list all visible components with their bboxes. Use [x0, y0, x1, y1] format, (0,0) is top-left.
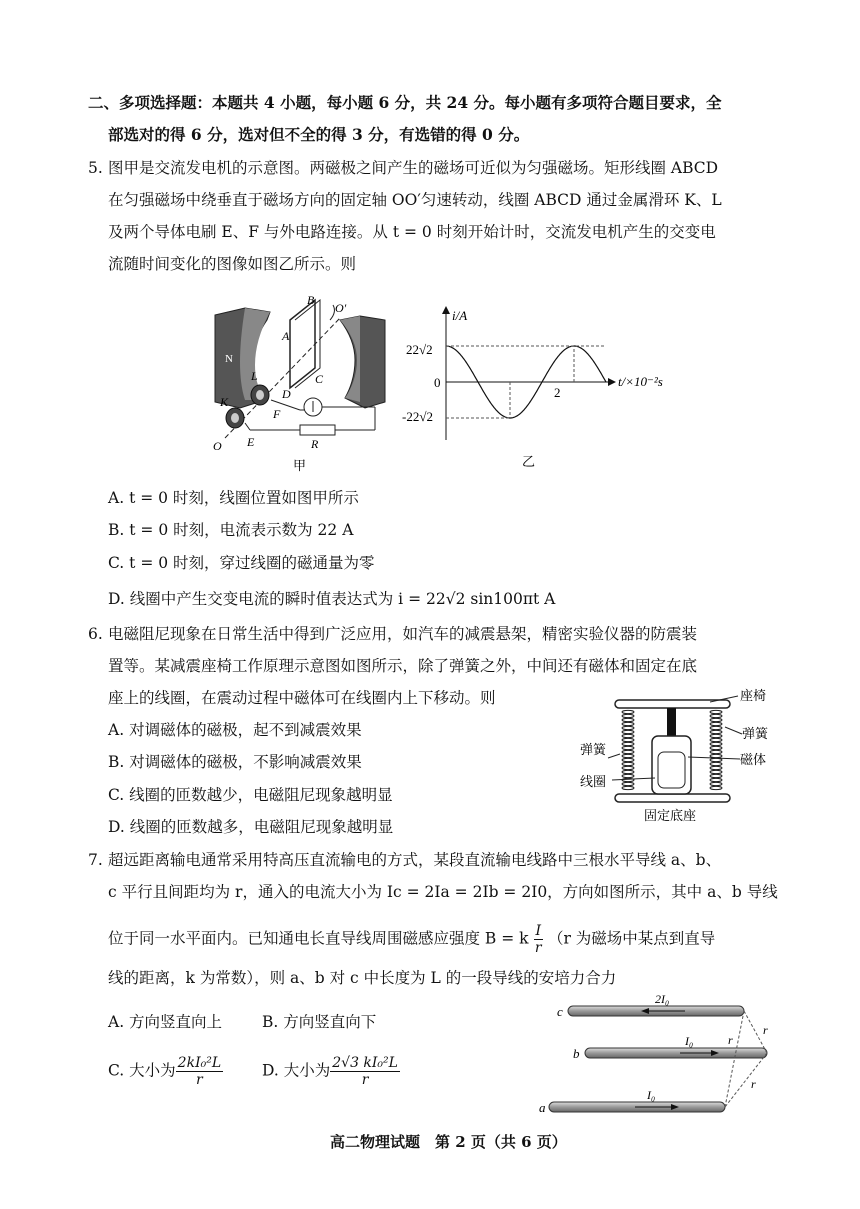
spring-coil — [710, 746, 722, 749]
q7-option-a: A. 方向竖直向上 — [108, 1013, 223, 1031]
spring-coil — [710, 778, 722, 781]
spring-coil — [622, 722, 634, 725]
q5-text-line2: 在匀强磁场中绕垂直于磁场方向的固定轴 OO′匀速转动，线圈 ABCD 通过金属滑环 K、L — [108, 191, 722, 209]
spring-coil — [710, 722, 722, 725]
q6-option-c: C. 线圈的匝数越少，电磁阻尼现象越明显 — [108, 786, 393, 804]
label-A: A — [282, 329, 290, 343]
spring-coil — [622, 734, 634, 737]
fraction-I-over-r: $\frac{I}{r}$ — [534, 923, 542, 956]
q7-option-b: B. 方向竖直向下 — [262, 1013, 377, 1031]
spring-coil — [710, 754, 722, 757]
rotation-arrow — [330, 305, 334, 320]
q7-text-line4: 线的距离，k 为常数），则 a、b 对 c 中长度为 L 的一段导线的安培力合力 — [108, 969, 617, 987]
spring-coil — [710, 762, 722, 765]
wire-b — [585, 1048, 767, 1058]
q5-option-b: B. t = 0 时刻，电流表示数为 22 A — [108, 521, 354, 539]
spring-coil — [710, 758, 722, 761]
slip-ring-K-inner — [231, 413, 239, 423]
spring-coil — [622, 714, 634, 717]
spring-coil — [622, 782, 634, 785]
y-tick-zero: 0 — [434, 375, 441, 390]
q7-option-d: D. 大小为 $\frac{\text{2√3 kI₀²L}}{r}$ — [262, 1055, 398, 1088]
label-r3: r — [751, 1077, 756, 1091]
q6-option-a: A. 对调磁体的磁极，起不到减震效果 — [108, 721, 362, 739]
generator-diagram — [205, 290, 405, 475]
label-seat: 座椅 — [740, 688, 767, 703]
q7-text-line1: 超远距离输电通常采用特高压直流输电的方式，某段直流输电线路中三根水平导线 a、b、 — [108, 851, 722, 869]
label-S: S — [345, 353, 352, 365]
x-tick-2: 2 — [554, 385, 561, 400]
label-magnet: 磁体 — [740, 752, 767, 767]
brush-E-wire — [245, 423, 250, 430]
spring-coil — [622, 762, 634, 765]
q7-number: 7. — [88, 851, 103, 869]
q5-option-a: A. t = 0 时刻，线圈位置如图甲所示 — [108, 489, 359, 507]
label-r2: r — [728, 1033, 733, 1047]
label-B: B — [307, 293, 315, 307]
q6-text-line3: 座上的线圈，在震动过程中磁体可在线圈内上下移动。则 — [108, 689, 496, 707]
dist-c-a — [725, 1011, 744, 1107]
label-K: K — [220, 395, 229, 409]
label-D: D — [282, 387, 291, 401]
label-spring-left: 弹簧 — [580, 742, 607, 757]
label-spring-right: 弹簧 — [742, 726, 769, 741]
spring-coil — [622, 710, 634, 713]
label-E: E — [247, 435, 255, 449]
q7-text-line2: c 平行且间距均为 r，通入的电流大小为 Ic = 2Ia = 2Ib = 2I0，方向如图所示，其中 a、b 导线 — [108, 883, 778, 901]
label-R: R — [311, 437, 319, 451]
spring-coil — [622, 786, 634, 789]
label-Ib: I₀ — [685, 1034, 694, 1048]
spring-coil — [622, 754, 634, 757]
spring-coil — [710, 782, 722, 785]
label-coil: 线圈 — [580, 774, 607, 789]
spring-right — [710, 710, 722, 789]
label-L: L — [251, 369, 258, 383]
y-tick-top: 22√2 — [406, 342, 433, 357]
spring-coil — [622, 746, 634, 749]
spring-coil — [622, 770, 634, 773]
spring-coil — [710, 726, 722, 729]
spring-coil — [622, 742, 634, 745]
label-b: b — [573, 1046, 580, 1061]
q5-number: 5. — [88, 159, 103, 177]
spring-coil — [710, 770, 722, 773]
y-axis-label: i/A — [452, 308, 468, 323]
base-plate — [615, 794, 730, 802]
section-heading-line1: 二、多项选择题：本题共 4 小题，每小题 6 分，共 24 分。每小题有多项符合题目要求，全 — [88, 93, 722, 112]
magnet-body — [658, 752, 685, 788]
spring-coil — [622, 730, 634, 733]
q6-text-line1: 电磁阻尼现象在日常生活中得到广泛应用，如汽车的减震悬架，精密实验仪器的防震装 — [108, 625, 698, 643]
y-axis-arrow — [442, 306, 450, 314]
q5-text-line4: 流随时间变化的图像如图乙所示。则 — [108, 255, 357, 273]
label-O-prime: O′ — [335, 301, 347, 315]
section-heading-line2: 部选对的得 6 分，选对但不全的得 3 分，有选错的得 0 分。 — [108, 125, 530, 144]
label-F: F — [273, 407, 281, 421]
q5-text-line1: 图甲是交流发电机的示意图。两磁极之间产生的磁场可近似为匀强磁场。矩形线圈 ABCD — [108, 159, 719, 177]
q7-text-line3: 位于同一水平面内。已知通电长直导线周围磁感应强度 B = k $\frac{I}{r}$ （r 为磁场中某点到直导 — [108, 923, 716, 956]
spring-coil — [622, 766, 634, 769]
resistor-R — [300, 425, 335, 435]
spring-coil — [710, 766, 722, 769]
spring-coil — [710, 774, 722, 777]
dist-b-a — [725, 1053, 767, 1107]
label-a: a — [539, 1100, 546, 1115]
spring-coil — [710, 786, 722, 789]
label-O: O — [213, 439, 222, 453]
label-N: N — [225, 353, 233, 365]
slip-ring-L-inner — [256, 390, 264, 400]
x-axis-label: t/×10⁻²s — [618, 374, 663, 389]
spring-coil — [622, 718, 634, 721]
spring-coil — [622, 750, 634, 753]
spring-coil — [622, 726, 634, 729]
damping-seat-diagram — [560, 682, 790, 832]
q6-option-d: D. 线圈的匝数越多，电磁阻尼现象越明显 — [108, 818, 394, 836]
caption-jia: 甲 — [293, 458, 307, 473]
spring-coil — [710, 734, 722, 737]
leader-spring-right — [725, 727, 742, 734]
spring-coil — [710, 730, 722, 733]
label-c: c — [557, 1004, 563, 1019]
label-Ia: I₀ — [647, 1088, 656, 1102]
x-axis-arrow — [608, 378, 616, 386]
q6-number: 6. — [88, 625, 103, 643]
q6-text-line2: 置等。某减震座椅工作原理示意图如图所示，除了弹簧之外，中间还有磁体和固定在底 — [108, 657, 698, 675]
q5-option-c: C. t = 0 时刻，穿过线圈的磁通量为零 — [108, 554, 375, 572]
q6-option-b: B. 对调磁体的磁极，不影响减震效果 — [108, 753, 362, 771]
spring-coil — [622, 738, 634, 741]
spring-left — [622, 710, 634, 789]
spring-coil — [710, 742, 722, 745]
spring-coil — [622, 758, 634, 761]
spring-coil — [710, 738, 722, 741]
q7-option-c: C. 大小为 $\frac{\text{2kI₀²L}}{r}$ — [108, 1055, 222, 1088]
spring-coil — [710, 750, 722, 753]
spring-coil — [710, 714, 722, 717]
three-wires-diagram — [535, 990, 785, 1120]
q5-option-d: D. 线圈中产生交变电流的瞬时值表达式为 i = 22√2 sin100πt A — [108, 590, 556, 608]
label-r1: r — [763, 1023, 768, 1037]
spring-coil — [710, 718, 722, 721]
spring-coil — [710, 710, 722, 713]
y-tick-bottom: -22√2 — [402, 409, 433, 424]
leader-spring-left — [608, 754, 620, 758]
caption-yi: 乙 — [522, 454, 536, 469]
page-footer: 高二物理试题 第 2 页（共 6 页） — [330, 1133, 567, 1151]
current-time-chart — [400, 300, 680, 475]
label-C: C — [315, 372, 324, 386]
q5-text-line3: 及两个导体电刷 E、F 与外电路连接。从 t = 0 时刻开始计时，交流发电机产生的交变电 — [108, 223, 716, 241]
label-Ic: 2I₀ — [655, 992, 670, 1006]
label-base: 固定底座 — [644, 808, 697, 823]
spring-coil — [622, 774, 634, 777]
